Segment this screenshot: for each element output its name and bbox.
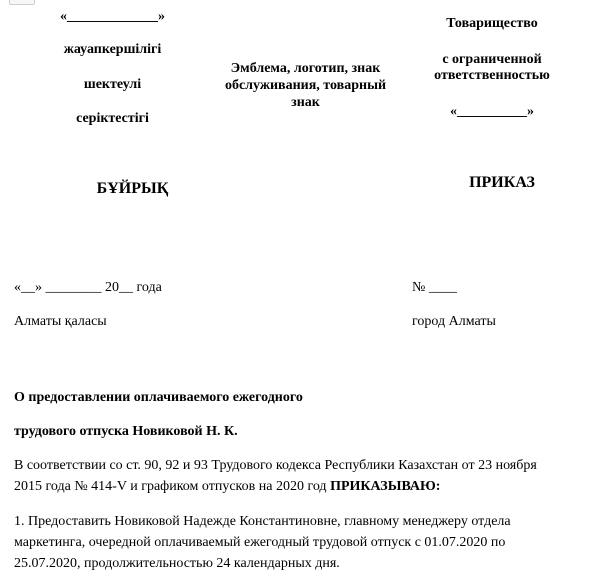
order-title-ru: ПРИКАЗ — [469, 174, 535, 191]
order-item-1: 1. Предоставить Новиковой Надежде Константиновне, главному менеджеру отдела маркетинга, очередной оплачиваемый ежегодный трудовой отпуск с 01.07.2020 по 25.07.2020, продолжительностью 24 календарных дня. — [14, 514, 511, 571]
org-type-kk-line-1: жауапкершілігі — [63, 42, 162, 57]
emblem-placeholder-note: Эмблема, логотип, знак обслуживания, товарный знак — [224, 61, 387, 110]
org-type-kk-line-2: шектеулі — [83, 77, 142, 92]
city-label-kk: Алматы қаласы — [14, 314, 107, 329]
org-type-ru-line-1: Товарищество — [446, 16, 538, 31]
org-name-blank-ru: «__________» — [450, 104, 534, 119]
cropped-checkbox-artifact — [9, 0, 35, 5]
preamble-emphasis: ПРИКАЗЫВАЮ: — [330, 479, 441, 494]
subject-line-2: трудового отпуска Новиковой Н. К. — [14, 424, 238, 439]
subject-line-1: О предоставлении оплачиваемого ежегодного — [14, 390, 303, 405]
org-type-kk-line-3: серіктестігі — [76, 111, 149, 126]
number-blank-field: № ____ — [412, 280, 457, 295]
city-label-ru: город Алматы — [412, 314, 496, 329]
preamble-text: В соответствии со ст. 90, 92 и 93 Трудового кодекса Республики Казахстан от 23 ноября 2015 года № 414-V и графиком отпусков на 2020 год — [14, 458, 537, 494]
order-title-kk: БҰЙРЫҚ — [96, 180, 169, 197]
preamble-paragraph — [14, 455, 562, 497]
org-type-ru-line-2: с ограниченной ответственностью — [434, 52, 550, 83]
org-name-blank-kk: «_____________» — [60, 9, 165, 24]
date-blank-field: «__» ________ 20__ года — [14, 280, 162, 295]
